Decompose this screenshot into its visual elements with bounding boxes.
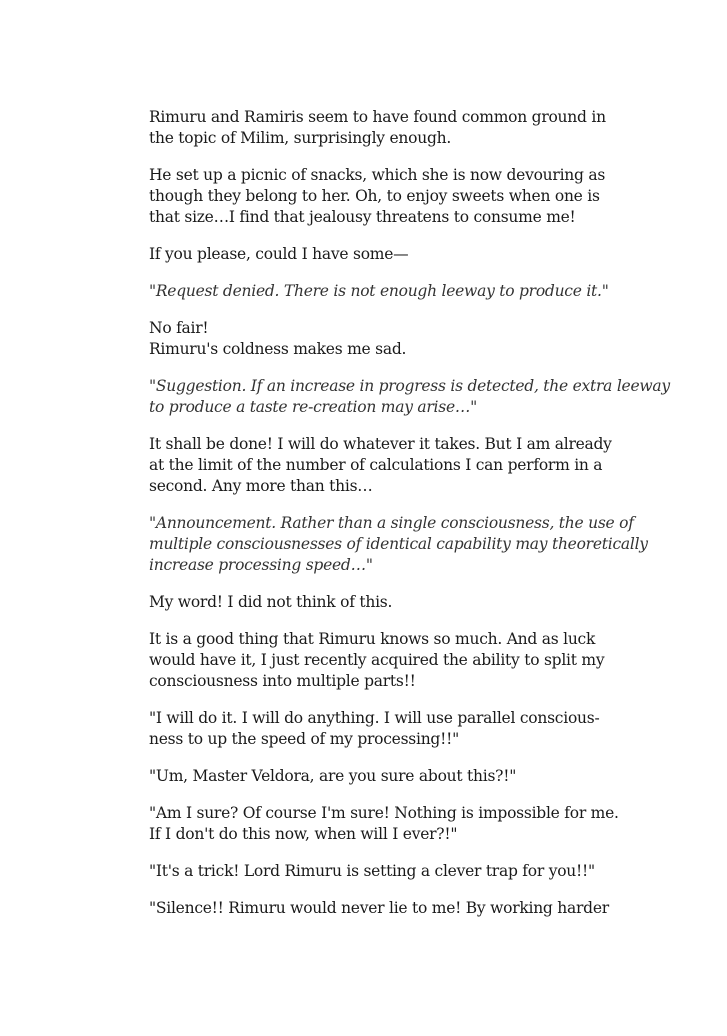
paragraph: [149, 708, 600, 750]
text-line: It is a good thing that Rimuru knows so much. And as luck: [149, 630, 596, 648]
paragraph: [149, 244, 589, 265]
paragraph: [149, 861, 595, 882]
text-line: Rimuru and Ramiris seem to have found common ground in: [149, 108, 606, 126]
text-line: "Silence!! Rimuru would never lie to me! By working harder: [149, 899, 609, 917]
text-line: No fair!: [149, 319, 209, 337]
text-line: "Request denied. There is not enough leeway to produce it.": [149, 282, 609, 300]
paragraph: [149, 898, 609, 919]
text-line: He set up a picnic of snacks, which she is now devouring as: [149, 166, 606, 184]
text-line: ness to up the speed of my processing!!": [149, 730, 459, 748]
paragraph: [149, 592, 589, 613]
italic-paragraph: [149, 376, 670, 418]
paragraph: [149, 766, 589, 787]
paragraph: [149, 803, 619, 845]
text-line: the topic of Milim, surprisingly enough.: [149, 129, 452, 147]
text-line: It shall be done! I will do whatever it takes. But I am already: [149, 435, 612, 453]
text-line: "Um, Master Veldora, are you sure about this?!": [149, 767, 517, 785]
text-line: Rimuru's coldness makes me sad.: [149, 340, 407, 358]
text-line: "Suggestion. If an increase in progress is detected, the extra leeway: [149, 377, 670, 395]
text-line: to produce a taste re-creation may arise…": [149, 398, 477, 416]
document-page: [149, 107, 670, 935]
text-line: "Am I sure? Of course I'm sure! Nothing is impossible for me.: [149, 804, 619, 822]
paragraph: [149, 107, 606, 149]
paragraph: [149, 434, 612, 497]
text-line: If I don't do this now, when will I ever?!": [149, 825, 458, 843]
paragraph: [149, 318, 589, 360]
text-line: would have it, I just recently acquired the ability to split my: [149, 651, 605, 669]
paragraph: [149, 629, 605, 692]
text-line: though they belong to her. Oh, to enjoy sweets when one is: [149, 187, 600, 205]
text-line: If you please, could I have some—: [149, 245, 409, 263]
text-line: increase processing speed…": [149, 556, 373, 574]
paragraph: [149, 165, 606, 228]
italic-paragraph: [149, 513, 648, 576]
text-line: consciousness into multiple parts!!: [149, 672, 416, 690]
text-line: "I will do it. I will do anything. I will use parallel conscious-: [149, 709, 600, 727]
text-line: second. Any more than this…: [149, 477, 373, 495]
text-line: "Announcement. Rather than a single consciousness, the use of: [149, 514, 634, 532]
italic-paragraph: [149, 281, 609, 302]
text-line: My word! I did not think of this.: [149, 593, 393, 611]
text-line: "It's a trick! Lord Rimuru is setting a clever trap for you!!": [149, 862, 595, 880]
text-line: multiple consciousnesses of identical capability may theoretically: [149, 535, 648, 553]
text-line: at the limit of the number of calculations I can perform in a: [149, 456, 603, 474]
text-line: that size…I find that jealousy threatens to consume me!: [149, 208, 576, 226]
